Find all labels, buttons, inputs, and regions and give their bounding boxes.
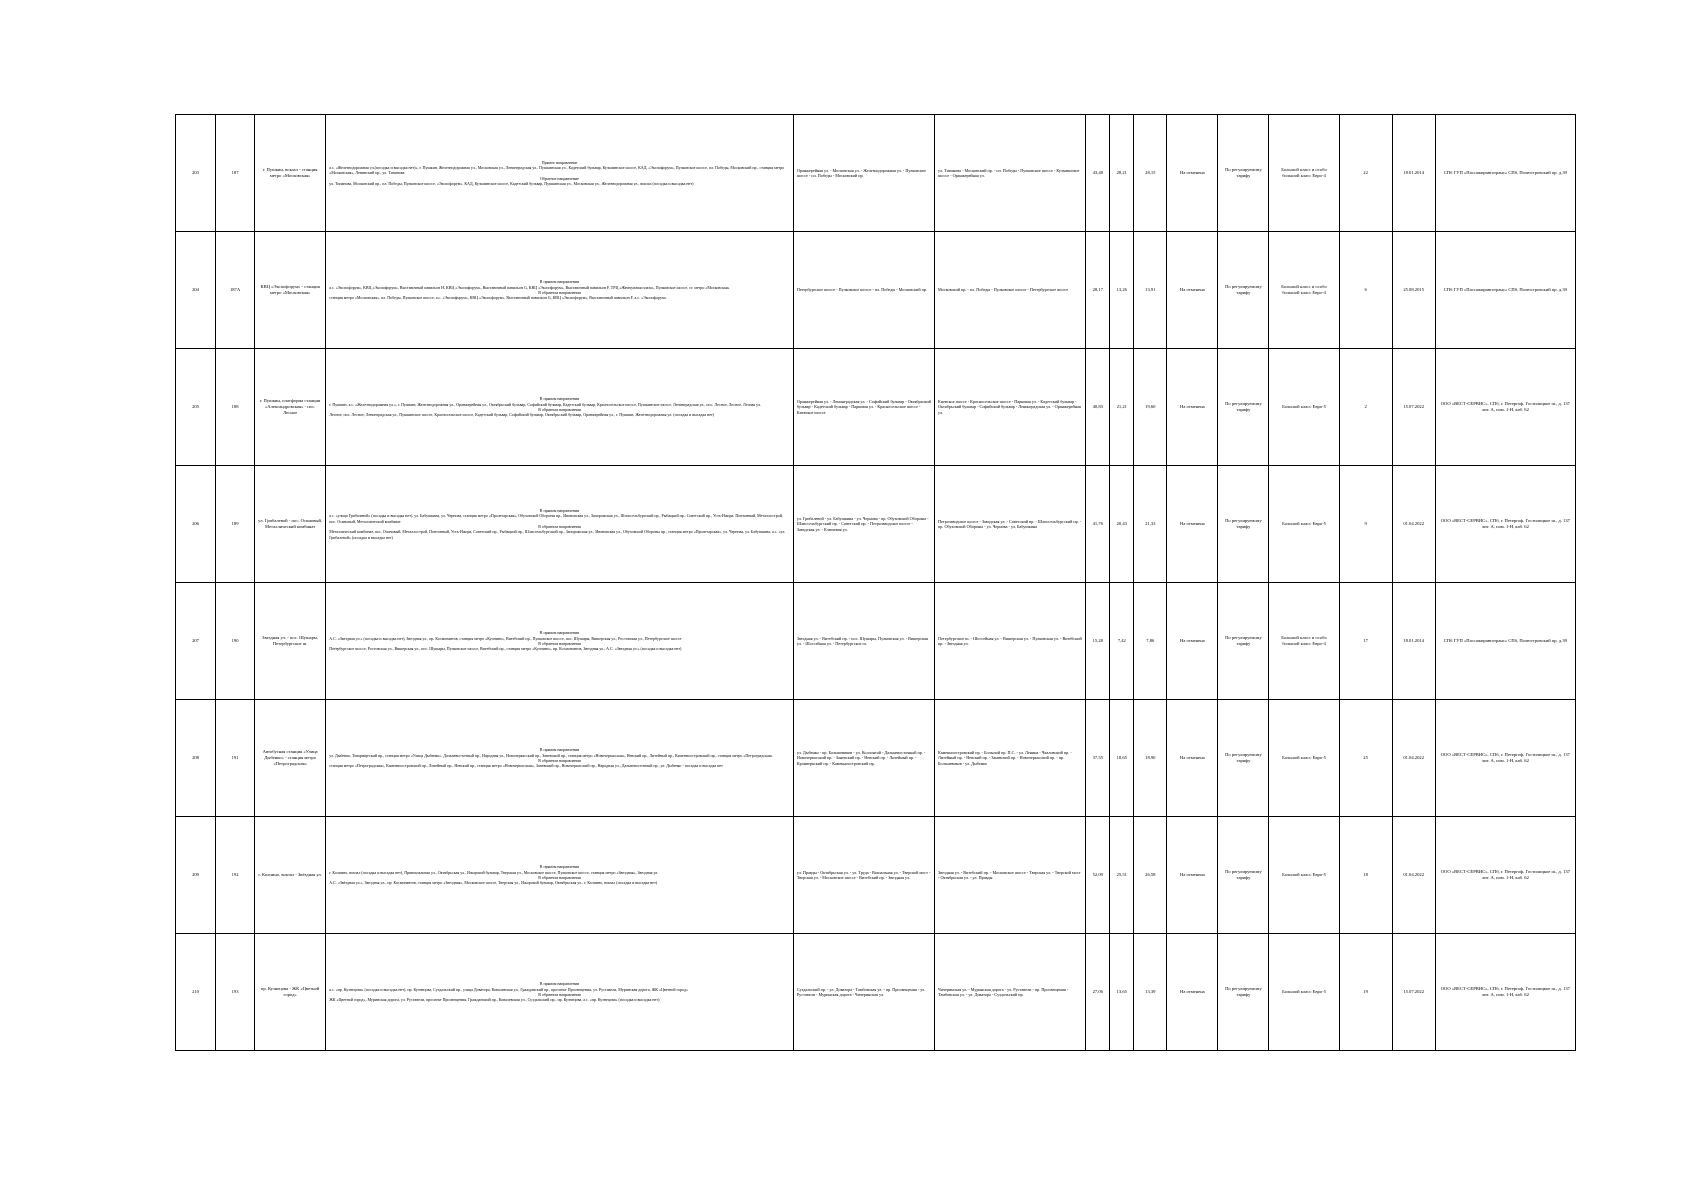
streets-forward-cell: Звездная ул. - Витебский пр. - пос. Шушары, Пулковская ул. - Вишерская ул. - Шоссейная ул. - Петербургское ш. xyxy=(793,583,934,700)
start-date-cell: 01.04.2022 xyxy=(1392,817,1435,934)
streets-forward-cell: Оранжерейная ул. - Ленинградская ул. - Софийский бульвар - Октябрьский бульвар - Кадетский бульвар - Парковая ул. - Красносельское шоссе - Киевское шоссе xyxy=(793,349,934,466)
route-backward-text: станция метро «Московская», пл. Победы, Пулковское шоссе, а.с. «Экспофорум», КВЦ «Экспофорум», Выставочный павильон G, КВЦ «Экспофорум», Выставочный павильон F, а.с. «Экспофорум» xyxy=(329,295,667,301)
row-number-cell: 203 xyxy=(176,115,216,232)
vehicle-class-cell: Большой класс Евро-5 xyxy=(1269,817,1339,934)
length-backward-cell: 13,39 xyxy=(1134,934,1167,1051)
direction-backward-heading: Обратное направление xyxy=(540,175,579,181)
route-backward-text: ул. Типанова, Московский пр., пл. Победы, Пулковское шоссе, «Экспофорум», КАД, Кузьминское шоссе, Кадетский бульвар, Пушкинская ул., Московская ул., Железнодорожная ул., вокзал (посадка и высадка нет) xyxy=(329,181,694,187)
stops-order-cell: На отменена xyxy=(1167,232,1218,349)
length-backward-cell: 7,86 xyxy=(1134,583,1167,700)
direction-backward-heading: В обратном направлении xyxy=(538,875,581,880)
vehicle-quantity-cell: 18 xyxy=(1339,817,1392,934)
vehicle-class-cell: Большой класс Евро-5 xyxy=(1269,349,1339,466)
row-number-cell: 204 xyxy=(176,232,216,349)
length-total-cell: 41,76 xyxy=(1086,466,1110,583)
route-forward-text: а.с. «пр. Кузнецова» (посадка и высадка нет), пр. Кузнецова, Суздальский пр., улица Доватора, Ковалевская ул., Гражданский пр., проспект Просвещения, ул. Руставели, Муринская дорога, ЖК «Цветной город» xyxy=(329,986,688,992)
direction-forward-heading: В прямом направлении xyxy=(539,507,580,513)
vehicle-quantity-cell: 17 xyxy=(1339,583,1392,700)
length-total-cell: 52,09 xyxy=(1086,817,1110,934)
row-number-cell: 209 xyxy=(176,817,216,934)
length-total-cell: 28,17 xyxy=(1086,232,1110,349)
streets-backward-cell: Петрозаводское шоссе - Заводская ул. - Советский пр. - Шлиссельбургский пр. - пр. Обуховской Обороны - ул. Чернова - ул. Бабушкина xyxy=(935,466,1086,583)
route-number-cell: 192 xyxy=(216,817,255,934)
route-backward-text: Металлический комбинат, пос. Осиновый, Металлострой, Понтонный, Усть-Ижора, Советский пр., Рыбацкий пр., Шлиссельбургский пр., Запорожская ул., Ивановская ул., Обуховской Обороны пр., станция метро «Пролетарская», ул. Чернова, ул. Бабушкина, а.с. «ул. Грибалевой» (посадка и высадка нет) xyxy=(329,529,786,540)
route-forward-text: а.с. «Железнодорожная ул.(посадка и высадка нет)», г. Пушкин, Железнодорожная ул., Московская ул., Ленинградская ул., Пушкинская ул., Кадетский бульвар, Кузьминское шоссе, КАД, «Экспофорум», Пулковское шоссе, пл. Победы, Московский пр., станция метро «Московская», Ленинский пр., ул. Типанова xyxy=(329,164,785,176)
route-path-cell xyxy=(326,817,794,934)
length-forward-cell: 7,42 xyxy=(1110,583,1134,700)
route-forward-text: А.С. «Звездная ул.» (посадка и высадка нет), Звездная ул., пр. Космонавтов, станция метро «Купчино», Витебский пр., Пулковское шоссе, пос. Шушары, Вишерская ул., Ростовская ул., Петербургское шоссе xyxy=(329,635,682,641)
route-number-cell: 187 xyxy=(216,115,255,232)
length-forward-cell: 25,51 xyxy=(1110,817,1134,934)
length-forward-cell: 13,65 xyxy=(1110,934,1134,1051)
route-number-cell: 187А xyxy=(216,232,255,349)
length-backward-cell: 18,90 xyxy=(1134,700,1167,817)
length-total-cell: 43,48 xyxy=(1086,115,1110,232)
length-forward-cell: 13,26 xyxy=(1110,232,1134,349)
route-path-cell xyxy=(326,700,794,817)
length-backward-cell: 28,15 xyxy=(1134,115,1167,232)
stops-order-cell: На отменена xyxy=(1167,466,1218,583)
direction-forward-heading: В прямом направлении xyxy=(539,630,580,636)
streets-forward-cell: ул. Правды - Октябрьская ул. - ул. Труда - Вокзальная ул. - Тверской мост - Тверская ул. - Московское шоссе - Витебский пр. - Звездная ул. xyxy=(793,817,934,934)
route-forward-text: а.с. «улица Грибалевой» (посадка и высадка нет), ул. Бабушкина, ул. Чернова, станция метро «Пролетарская», Обуховской Обороны пр., Ивановская ул., Запорожская ул., Шлиссельбургский пр., Рыбацкий пр., Советский пр., Усть-Ижора, Понтонный, Металлострой, пос. Осиновый, Металлический комбинат xyxy=(329,513,783,524)
direction-forward-heading: Прямое направление xyxy=(541,159,578,165)
table-row xyxy=(176,817,1576,934)
stops-order-cell: На отменена xyxy=(1167,349,1218,466)
start-date-cell: 15.07.2022 xyxy=(1392,349,1435,466)
route-number-cell: 189 xyxy=(216,466,255,583)
table-row xyxy=(176,583,1576,700)
stops-order-cell: На отменена xyxy=(1167,583,1218,700)
start-date-cell: 01.04.2022 xyxy=(1392,700,1435,817)
direction-forward-heading: В прямом направлении xyxy=(539,747,580,753)
length-forward-cell: 21,21 xyxy=(1110,349,1134,466)
route-path-cell xyxy=(326,583,794,700)
direction-backward-heading: В обратном направлении xyxy=(538,407,581,412)
route-name-cell: КВЦ «Экспофорум» - станция метро «Московская» xyxy=(255,232,326,349)
streets-backward-cell: Московский пр. - пл. Победы - Пулковское шоссе - Петербургское шоссе xyxy=(935,232,1086,349)
direction-backward-heading: В обратном направлении xyxy=(538,992,581,997)
carrier-cell: ООО «ВЕСТ-СЕРВИС», СПб, г. Петергоф, Гостилицкое ш., д. 137 лит. А, пом. 1-Н, каб. 62 xyxy=(1435,349,1575,466)
streets-forward-cell: ул. Дыбенко - пр. Большевиков - ул. Коллонтай - Дальневосточный пр. - Новочеркасский пр. - Заневский пр. - Невский пр. - Литейный пр. - Кронверкский пр. - Каменноостровский пр. xyxy=(793,700,934,817)
route-name-cell: Автобусная станция «Улица Дыбенко» - станция метро «Петроградская» xyxy=(255,700,326,817)
direction-forward-heading: В прямом направлении xyxy=(539,396,580,402)
row-number-cell: 207 xyxy=(176,583,216,700)
route-number-cell: 190 xyxy=(216,583,255,700)
start-date-cell: 18.01.2014 xyxy=(1392,583,1435,700)
tariff-cell: По регулируемому тарифу xyxy=(1218,583,1269,700)
direction-backward-heading: В обратном направлении xyxy=(538,524,581,529)
carrier-cell: СПб ГУП «Пассажиравтотранс» СПб, Полюстровский пр. д.39 xyxy=(1435,115,1575,232)
streets-backward-cell: Звездная ул. - Витебский пр. - Московское шоссе - Тверская ул. - Тверской мост - Октябрьская ул. - ул. Правды xyxy=(935,817,1086,934)
streets-forward-cell: ул. Грибалевой - ул. Бабушкина - ул. Чернова - пр. Обуховской Обороны - Шлиссельбургский пр. - Советский пр. - Петрозаводское шоссе - Заводская ул. - Ключевая ул. xyxy=(793,466,934,583)
vehicle-quantity-cell: 22 xyxy=(1339,115,1392,232)
length-total-cell: 15,28 xyxy=(1086,583,1110,700)
vehicle-class-cell: Большой класс Евро-5 xyxy=(1269,700,1339,817)
vehicle-quantity-cell: 25 xyxy=(1339,700,1392,817)
length-total-cell: 27,06 xyxy=(1086,934,1110,1051)
route-path-cell xyxy=(326,232,794,349)
direction-forward-heading: В прямом направлении xyxy=(539,981,580,987)
route-number-cell: 193 xyxy=(216,934,255,1051)
vehicle-class-cell: Большой класс и особо большой класс Евро-4 xyxy=(1269,115,1339,232)
length-forward-cell: 28,21 xyxy=(1110,115,1134,232)
route-backward-text: Петербургское шоссе, Ростовская ул., Вишерская ул., пос. Шушары, Пулковское шоссе, Витебский пр., станция метро «Купчино», пр. Космонавтов, Звездная ул., А.С. «Звездная ул.» (посадка и высадка нет) xyxy=(329,646,682,652)
route-path-cell xyxy=(326,934,794,1051)
route-path-cell xyxy=(326,115,794,232)
streets-backward-cell: ул. Типанова - Московский пр. - пл. Победы - Пулковское шоссе - Кузьминское шоссе - Оранжерейная ул. xyxy=(935,115,1086,232)
route-name-cell: ул. Грибалевой - пос. Осиновый, Металлический комбинат xyxy=(255,466,326,583)
direction-backward-heading: В обратном направлении xyxy=(538,290,581,295)
route-forward-text: а.с. «Экспофорум», КВЦ «Экспофорум», Выставочный павильон Н, КВЦ «Экспофорум», Выставочный павильон G, КВЦ «Экспофорум», Выставочный павильон F, ТРЦ «Жемчужная плаза», Пулковское шоссе, ст. метро «Московская» xyxy=(329,284,730,290)
carrier-cell: ООО «ВЕСТ-СЕРВИС», СПб, г. Петергоф, Гостилицкое ш., д. 137 лит. А, пом. 1-Н, каб. 62 xyxy=(1435,934,1575,1051)
route-name-cell: г. Пушкин, вокзал - станция метро «Московская» xyxy=(255,115,326,232)
route-name-cell: пр. Кузнецова - ЖК «Цветной город» xyxy=(255,934,326,1051)
streets-backward-cell: Киевское шоссе - Красносельское шоссе - Парковая ул. - Кадетский бульвар - Октябрьский бульвар - Софийский бульвар - Ленинградская ул. - Оранжерейная ул. xyxy=(935,349,1086,466)
vehicle-quantity-cell: 19 xyxy=(1339,934,1392,1051)
stops-order-cell: На отменена xyxy=(1167,700,1218,817)
route-name-cell: г. Пушкин, платформа станции «Александровская» - пос. Лесное xyxy=(255,349,326,466)
table-row xyxy=(176,349,1576,466)
length-backward-cell: 13,91 xyxy=(1134,232,1167,349)
direction-backward-heading: В обратном направлении xyxy=(538,641,581,646)
tariff-cell: По регулируемому тарифу xyxy=(1218,466,1269,583)
carrier-cell: ООО «ВЕСТ-СЕРВИС», СПб, г. Петергоф, Гостилицкое ш., д. 137 лит. А, пом. 1-Н, каб. 62 xyxy=(1435,817,1575,934)
length-forward-cell: 18,65 xyxy=(1110,700,1134,817)
route-forward-text: ул. Дыбенко, Товарищеский пр., станция метро «Улица Дыбенко», Дальневосточный пр., Народная ул., Новочеркасский пр., Заневский пр., станция метро «Новочеркасская», Невский пр., Литейный пр., Каменноостровский пр., станция метро «Петроградская» xyxy=(329,752,773,758)
tariff-cell: По регулируемому тарифу xyxy=(1218,934,1269,1051)
table-body xyxy=(176,115,1576,1051)
vehicle-class-cell: Большой класс Евро-5 xyxy=(1269,934,1339,1051)
table-row xyxy=(176,115,1576,232)
start-date-cell: 18.01.2014 xyxy=(1392,115,1435,232)
route-name-cell: г. Колпино, вокзал - Звёздная ул. xyxy=(255,817,326,934)
streets-forward-cell: Оранжерейная ул. - Московская ул. - Железнодорожная ул. - Пулковское шоссе - пл. Победы - Московский пр. xyxy=(793,115,934,232)
carrier-cell: СПб ГУП «Пассажиравтотранс» СПб, Полюстровский пр. д.39 xyxy=(1435,583,1575,700)
start-date-cell: 15.07.2022 xyxy=(1392,934,1435,1051)
route-name-cell: Звездная ул. - пос. Шушары, Петербургское ш. xyxy=(255,583,326,700)
streets-forward-cell: Суздальский пр. - ул. Доватора - Тамбовская ул. - пр. Просвещения - ул. Руставели - Муринская дорога - Чичеринская ул. xyxy=(793,934,934,1051)
table-row xyxy=(176,700,1576,817)
tariff-cell: По регулируемому тарифу xyxy=(1218,349,1269,466)
stops-order-cell: На отменена xyxy=(1167,817,1218,934)
vehicle-quantity-cell: 6 xyxy=(1339,232,1392,349)
length-backward-cell: 26,58 xyxy=(1134,817,1167,934)
vehicle-quantity-cell: 9 xyxy=(1339,466,1392,583)
route-backward-text: А.С. «Звёздная ул.», Звездная ул., пр. Космонавтов, станция метро «Звездная», Московское шоссе, Тверская ул., Ижорский бульвар, Октябрьская ул., г. Колпино, вокзал (посадка и высадка нет) xyxy=(329,880,658,886)
stops-order-cell: На отменена xyxy=(1167,934,1218,1051)
route-number-cell: 188 xyxy=(216,349,255,466)
routes-register-table xyxy=(175,114,1576,1051)
tariff-cell: По регулируемому тарифу xyxy=(1218,115,1269,232)
route-backward-text: ЖК «Цветной город», Муринская дорога, ул. Руставели, проспект Просвещения, Гражданский пр., Ковалевская ул., Суздальский пр., пр. Кузнецова, а.с. «пр. Кузнецова» (посадка и высадка нет) xyxy=(329,997,660,1003)
tariff-cell: По регулируемому тарифу xyxy=(1218,817,1269,934)
start-date-cell: 01.04.2022 xyxy=(1392,466,1435,583)
streets-forward-cell: Петербургское шоссе - Пулковское шоссе - пл. Победы - Московский пр. xyxy=(793,232,934,349)
streets-backward-cell: Каменноостровский пр. - Большой пр. П.С. - ул. Ленина - Чкаловский пр. - Литейный пр. - Невский пр. - Заневский пр. - Новочеркасский пр. - пр. Большевиков - ул. Дыбенко xyxy=(935,700,1086,817)
route-backward-text: Лесное, пос. Лесное, Ленинградская ул., Пушкинское шоссе, Красносельское шоссе, Кадетский бульвар, Софийский бульвар, Октябрьский бульвар, Оранжерейная ул., г. Пушкин, Железнодорожная ул. (посадка и высадка нет) xyxy=(329,412,715,418)
row-number-cell: 206 xyxy=(176,466,216,583)
row-number-cell: 205 xyxy=(176,349,216,466)
table-row xyxy=(176,466,1576,583)
row-number-cell: 208 xyxy=(176,700,216,817)
tariff-cell: По регулируемому тарифу xyxy=(1218,232,1269,349)
length-total-cell: 37,55 xyxy=(1086,700,1110,817)
carrier-cell: ООО «ВЕСТ-СЕРВИС», СПб, г. Петергоф, Гостилицкое ш., д. 137 лит. А, пом. 1-Н, каб. 62 xyxy=(1435,466,1575,583)
tariff-cell: По регулируемому тарифу xyxy=(1218,700,1269,817)
streets-backward-cell: Чичеринская ул. - Муринская дорога - ул. Руставели - пр. Просвещения - Тамбовская ул. - ул. Доватора - Суздальский пр. xyxy=(935,934,1086,1051)
row-number-cell: 210 xyxy=(176,934,216,1051)
route-forward-text: г. Пушкин, а.с. «Железнодорожная ул.», г. Пушкин, Железнодорожная ул., Оранжерейная ул., Октябрьский бульвар, Софийский бульвар, Кадетский бульвар, Красносельское шоссе, Пушкинское шоссе, Ленинградская ул., пос. Лесное, Лесное, Лесная ул. xyxy=(329,401,761,407)
start-date-cell: 25.08.2015 xyxy=(1392,232,1435,349)
carrier-cell: ООО «ВЕСТ-СЕРВИС», СПб, г. Петергоф, Гостилицкое ш., д. 137 лит. А, пом. 1-Н, каб. 62 xyxy=(1435,700,1575,817)
route-path-cell xyxy=(326,349,794,466)
vehicle-class-cell: Большой класс и особо большой класс Евро-4 xyxy=(1269,583,1339,700)
carrier-cell: СПб ГУП «Пассажиравтотранс» СПб, Полюстровский пр. д.39 xyxy=(1435,232,1575,349)
table-row xyxy=(176,232,1576,349)
stops-order-cell: На отменена xyxy=(1167,115,1218,232)
direction-forward-heading: В прямом направлении xyxy=(539,864,580,870)
streets-backward-cell: Петербургское ш. - Шоссейная ул. - Вишерская ул. - Пулковская ул. - Витебский пр. - Звездная ул. xyxy=(935,583,1086,700)
route-backward-text: станция метро «Петроградская», Каменноостровский пр., Литейный пр., Невский пр., станция метро «Новочеркасская», Заневский пр., Новочеркасский пр., Народная ул., Дальневосточный пр., ул. Дыбенко - посадка и высадка нет xyxy=(329,763,723,769)
vehicle-class-cell: Большой класс и особо большой класс Евро-4 xyxy=(1269,232,1339,349)
route-number-cell: 191 xyxy=(216,700,255,817)
route-path-cell xyxy=(326,466,794,583)
length-total-cell: 40,83 xyxy=(1086,349,1110,466)
route-forward-text: г. Колпино, вокзал (посадка и высадка нет), Привокзальная ул., Октябрьская ул., Ижорский бульвар, Тверская ул., Московское шоссе, Пулковское шоссе, станция метро «Звездная», Звездная ул. xyxy=(329,869,659,875)
vehicle-class-cell: Большой класс Евро-5 xyxy=(1269,466,1339,583)
length-backward-cell: 19,60 xyxy=(1134,349,1167,466)
table-row xyxy=(176,934,1576,1051)
direction-backward-heading: В обратном направлении xyxy=(538,758,581,763)
length-backward-cell: 21,33 xyxy=(1134,466,1167,583)
length-forward-cell: 20,43 xyxy=(1110,466,1134,583)
direction-forward-heading: В прямом направлении xyxy=(539,279,580,285)
vehicle-quantity-cell: 2 xyxy=(1339,349,1392,466)
